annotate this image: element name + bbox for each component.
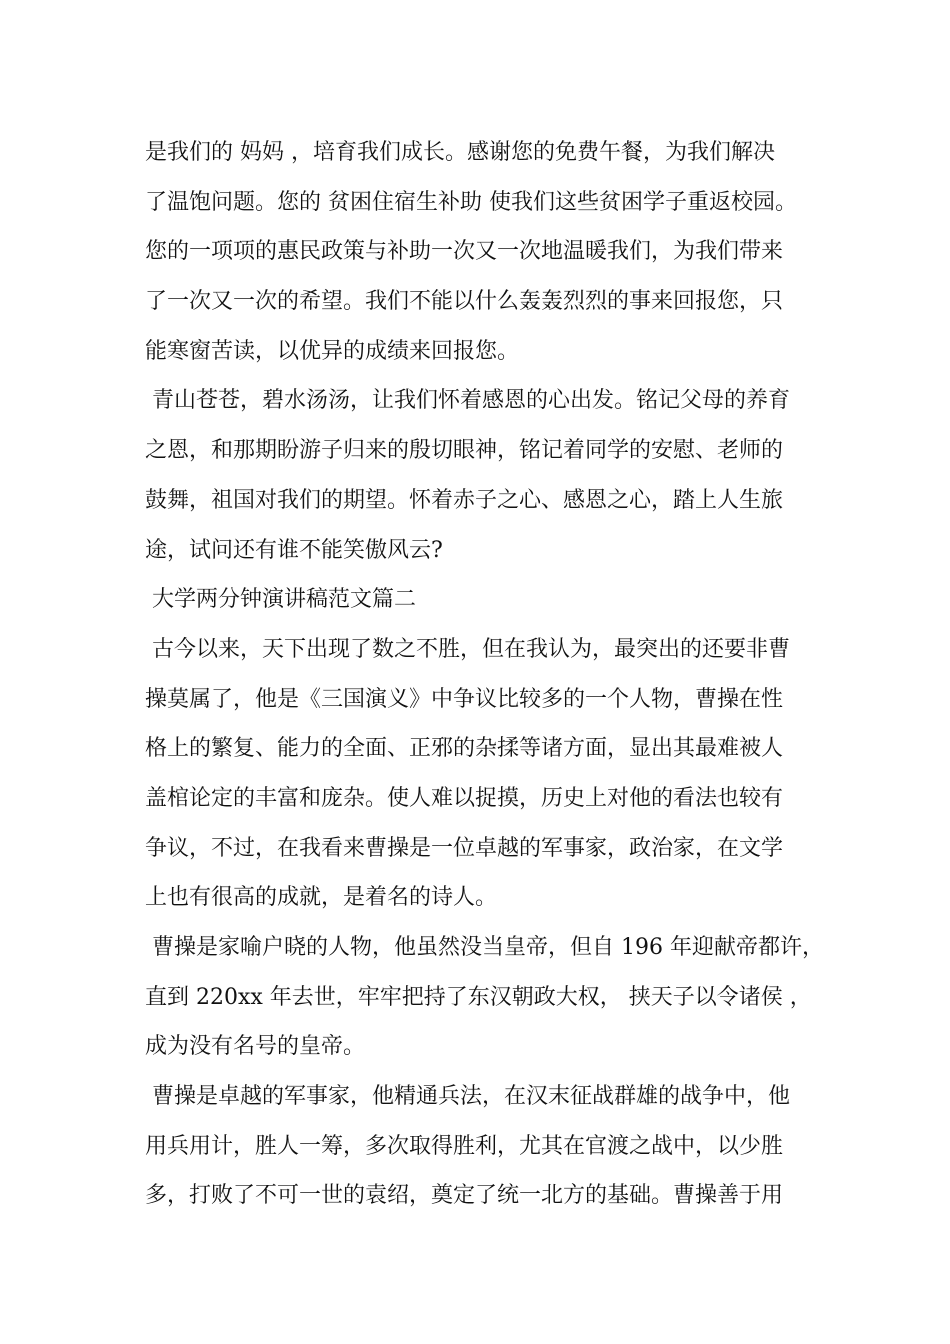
text-line: 争议，不过，在我看来曹操是一位卓越的军事家，政治家，在文学 xyxy=(145,835,784,861)
text-line: 曹操是家喻户晓的人物，他虽然没当皇帝，但自 196 年迎献帝都许， xyxy=(145,935,824,960)
text-line: 操莫属了，他是《三国演义》中争议比较多的一个人物，曹操在性 xyxy=(145,686,784,712)
text-line: 古今以来，天下出现了数之不胜，但在我认为，最突出的还要非曹 xyxy=(145,636,790,662)
text-line: 成为没有名号的皇帝。 xyxy=(145,1034,366,1060)
text-line: 是我们的 妈妈 ，培育我们成长。感谢您的免费午餐，为我们解决 xyxy=(145,140,775,165)
text-line: 您的一项项的惠民政策与补助一次又一次地温暖我们，为我们带来 xyxy=(145,239,784,265)
text-line: 曹操是卓越的军事家，他精通兵法，在汉末征战群雄的战争中，他 xyxy=(145,1084,790,1110)
section-heading: 大学两分钟演讲稿范文篇二 xyxy=(145,587,416,613)
text-line: 上也有很高的成就，是着名的诗人。 xyxy=(145,885,498,911)
text-line: 青山苍苍，碧水汤汤，让我们怀着感恩的心出发。铭记父母的养育 xyxy=(145,388,790,414)
text-line: 盖棺论定的丰富和庞杂。使人难以捉摸，历史上对他的看法也较有 xyxy=(145,785,784,811)
text-line: 之恩，和那期盼游子归来的殷切眼神，铭记着同学的安慰、老师的 xyxy=(145,438,784,464)
document-body xyxy=(145,128,824,1221)
text-line: 多，打败了不可一世的袁绍，奠定了统一北方的基础。曹操善于用 xyxy=(145,1183,784,1209)
text-line: 能寒窗苦读，以优异的成绩来回报您。 xyxy=(145,338,520,364)
text-line: 了一次又一次的希望。我们不能以什么轰轰烈烈的事来回报您，只 xyxy=(145,289,784,315)
text-line: 了温饱问题。您的 贫困住宿生补助 使我们这些贫困学子重返校园。 xyxy=(145,189,797,215)
text-line: 直到 220xx 年去世，牢牢把持了东汉朝政大权， 挟天子以令诸侯 ， xyxy=(145,984,812,1010)
text-line: 用兵用计，胜人一筹，多次取得胜利，尤其在官渡之战中，以少胜 xyxy=(145,1133,784,1159)
text-line: 格上的繁复、能力的全面、正邪的杂揉等诸方面，显出其最难被人 xyxy=(145,736,784,762)
text-line: 途，试问还有谁不能笑傲风云? xyxy=(145,537,443,563)
text-line: 鼓舞，祖国对我们的期望。怀着赤子之心、感恩之心，踏上人生旅 xyxy=(145,487,784,513)
